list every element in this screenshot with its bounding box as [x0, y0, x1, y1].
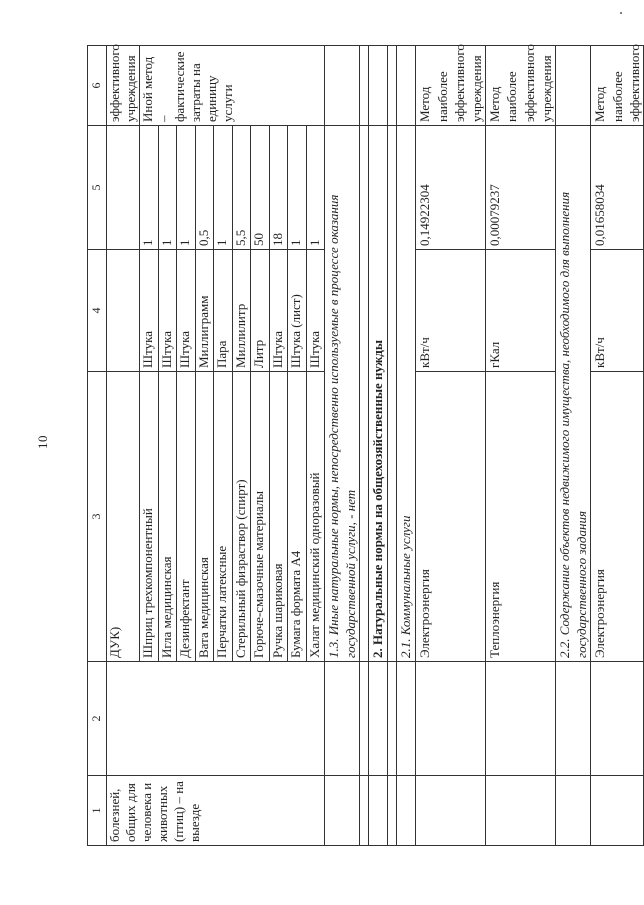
header-col-2: 2 — [88, 662, 107, 776]
item-unit-cell: Штука — [269, 250, 288, 372]
left-empty-cell — [416, 662, 486, 776]
scan-speck — [620, 12, 622, 14]
header-col-1: 1 — [88, 776, 107, 846]
table-row-continued — [107, 46, 140, 846]
item-value-cell — [107, 126, 140, 250]
left-empty-cell — [369, 776, 388, 846]
left-empty-cell — [397, 662, 416, 776]
left-empty-cell — [486, 662, 556, 776]
item-value-cell: 1 — [140, 126, 159, 250]
subsection-2-1-row — [397, 46, 416, 846]
page-number: 10 — [35, 435, 50, 449]
right-empty-cell — [556, 46, 591, 126]
item-unit-cell: Пара — [214, 250, 233, 372]
item-unit-cell: Литр — [251, 250, 270, 372]
left-empty-cell — [325, 776, 360, 846]
subsection-2-2: 2.2. Содержание объектов недвижимого имущества, необходимого для выполнения государственного задания — [556, 126, 591, 662]
item-unit-cell: Миллилитр — [232, 250, 251, 372]
table-rotor — [87, 44, 642, 846]
left-empty-cell — [369, 662, 388, 776]
item-value-cell: 5,5 — [232, 126, 251, 250]
item-name-cell: Халат медицинский одноразовый — [306, 372, 325, 662]
utility-unit-cell: кВт/ч — [416, 250, 486, 372]
col2-empty-cell — [107, 662, 325, 776]
norms-table — [87, 45, 644, 846]
subsection-2-1: 2.1. Коммунальные услуги — [397, 126, 416, 662]
table-row-last — [591, 46, 644, 846]
item-unit-cell: Штука — [306, 250, 325, 372]
rotated-table-stage — [87, 44, 642, 846]
utility-method-cell: Метод наиболее эффективного учреждения — [416, 46, 486, 126]
left-empty-cell — [591, 662, 644, 776]
utility-unit-cell: гКал — [486, 250, 556, 372]
item-value-cell: 1 — [306, 126, 325, 250]
service-name-cell: болезней, общих для человека и животных (птиц) – на выезде — [107, 776, 325, 846]
left-empty-cell — [486, 776, 556, 846]
right-empty-cell — [397, 46, 416, 126]
item-value-cell: 0,5 — [195, 126, 214, 250]
item-name-cell: Ручка шариковая — [269, 372, 288, 662]
item-unit-cell: Штука — [140, 250, 159, 372]
item-unit-cell: Миллиграмм — [195, 250, 214, 372]
utility-method-cell: Метод наиболее эффективного учреждения — [486, 46, 556, 126]
right-empty-cell — [325, 46, 360, 126]
table-row — [416, 46, 486, 846]
utility-value-cell: 0,00079237 — [486, 126, 556, 250]
utility-name-cell: Электроэнергия — [416, 372, 486, 662]
subsection-2-2-row — [556, 46, 591, 846]
item-name-cell: Перчатки латексные — [214, 372, 233, 662]
utility-unit-cell: кВт/ч — [591, 250, 644, 372]
utility-name-cell: Теплоэнергия — [486, 372, 556, 662]
item-value-cell: 50 — [251, 126, 270, 250]
spacer-row — [388, 46, 397, 846]
header-col-5: 5 — [88, 126, 107, 250]
item-name-cell: Шприц трехкомпонентный — [140, 372, 159, 662]
utility-method-cell: Метод наиболее эффективного — [591, 46, 644, 126]
section-2-row — [369, 46, 388, 846]
section-2-heading: 2. Натуральные нормы на общехозяйственные нужды — [369, 126, 388, 662]
item-unit-cell: Штука — [177, 250, 196, 372]
item-unit-cell — [107, 250, 140, 372]
utility-value-cell: 0,14922304 — [416, 126, 486, 250]
item-name-cell: Горюче-смазочные материалы — [251, 372, 270, 662]
item-value-cell: 1 — [288, 126, 307, 250]
item-name-cell: Бумага формата А4 — [288, 372, 307, 662]
left-empty-cell — [591, 776, 644, 846]
item-value-cell: 1 — [177, 126, 196, 250]
left-empty-cell — [397, 776, 416, 846]
item-value-cell: 1 — [158, 126, 177, 250]
method-cell: эффективного учреждения — [107, 46, 140, 126]
utility-value-cell: 0,01658034 — [591, 126, 644, 250]
note-row — [325, 46, 360, 846]
item-unit-cell: Штука — [158, 250, 177, 372]
item-name-cell: ДУК) — [107, 372, 140, 662]
item-value-cell: 1 — [214, 126, 233, 250]
item-name-cell: Стерильный физраствор (спирт) — [232, 372, 251, 662]
left-empty-cell — [556, 662, 591, 776]
header-row — [88, 46, 107, 846]
item-name-cell: Игла медицинская — [158, 372, 177, 662]
utility-name-cell: Электроэнергия — [591, 372, 644, 662]
item-unit-cell: Штука (лист) — [288, 250, 307, 372]
spacer-row — [360, 46, 369, 846]
header-col-4: 4 — [88, 250, 107, 372]
note-1-3: 1.3. Иные натуральные нормы, непосредственно используемые в процессе оказания государственной услуги, - нет — [325, 126, 360, 662]
left-empty-cell — [325, 662, 360, 776]
method-other-cell: Иной метод – фактические затраты на единицу услуги — [140, 46, 325, 126]
header-col-3: 3 — [88, 372, 107, 662]
item-value-cell: 18 — [269, 126, 288, 250]
table-row — [486, 46, 556, 846]
left-empty-cell — [556, 776, 591, 846]
item-name-cell: Дезинфектант — [177, 372, 196, 662]
item-name-cell: Вата медицинская — [195, 372, 214, 662]
header-col-6: 6 — [88, 46, 107, 126]
right-empty-cell — [369, 46, 388, 126]
left-empty-cell — [416, 776, 486, 846]
